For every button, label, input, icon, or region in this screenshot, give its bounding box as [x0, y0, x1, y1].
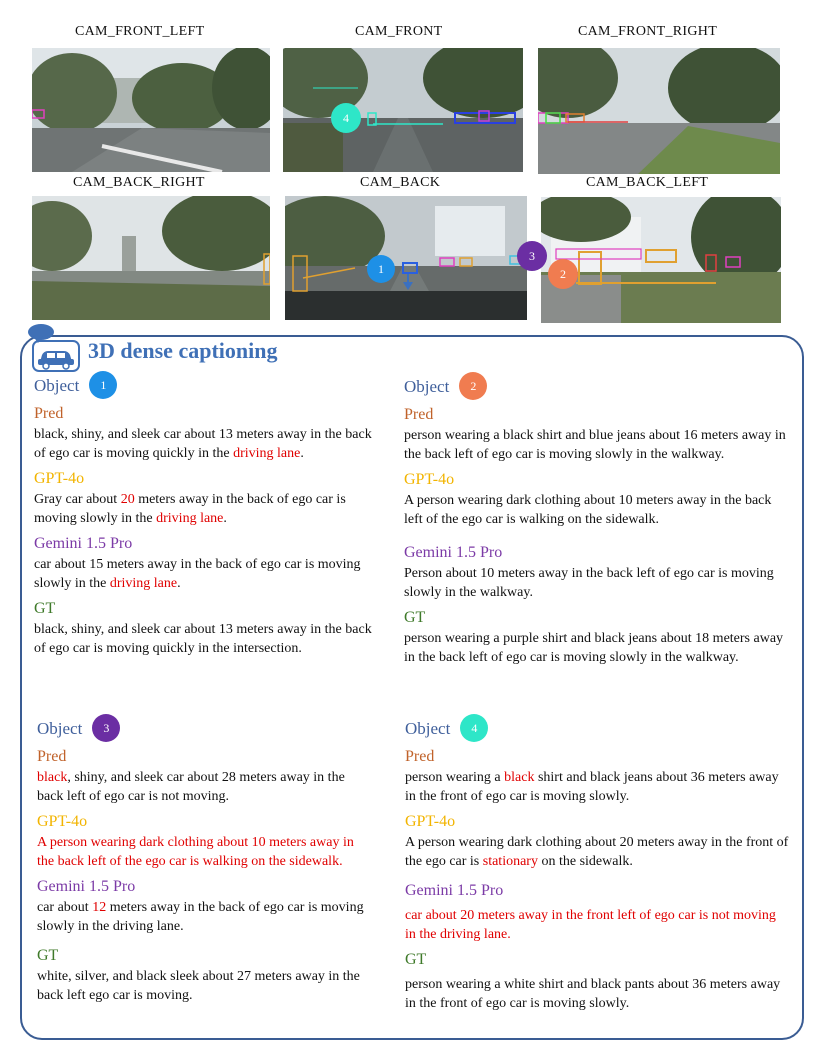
gt-label: GT	[37, 947, 59, 964]
car-icon	[32, 340, 80, 372]
gt-label: GT	[405, 951, 427, 968]
object-1-gemini-text: car about 15 meters away in the back of ego car is moving slowly in the driving lane.	[34, 557, 361, 591]
object-4-block	[405, 715, 790, 1013]
gt-label: GT	[404, 609, 426, 626]
cam-image-front-right	[538, 48, 780, 174]
gemini-label: Gemini 1.5 Pro	[37, 878, 136, 895]
object-4-pred-text: person wearing a black shirt and black jeans about 36 meters away in the front of ego car is moving slowly.	[405, 770, 779, 804]
object-3-pred-text: black, shiny, and sleek car about 28 meters away in the back left of ego car is not moving.	[37, 770, 345, 804]
object-4-heading	[405, 715, 790, 741]
cam-image-back-right	[32, 196, 270, 320]
object-1-block	[34, 372, 374, 658]
object-1-pred-text: black, shiny, and sleek car about 13 meters away in the back of ego car is moving quickly in the driving lane.	[34, 427, 372, 461]
object-2-heading	[404, 373, 790, 399]
gemini-label: Gemini 1.5 Pro	[404, 544, 503, 561]
cam-label-front-left: CAM_FRONT_LEFT	[75, 24, 205, 39]
pred-label: Pred	[37, 748, 67, 765]
object-label: Object	[34, 375, 80, 395]
cam-image-back	[285, 196, 527, 320]
cam-label-back-right: CAM_BACK_RIGHT	[73, 175, 205, 190]
object-2-gemini-text: Person about 10 meters away in the back left of ego car is moving slowly in the walkway.	[404, 566, 774, 600]
object-1-gt-text: black, shiny, and sleek car about 13 meters away in the back of ego car is moving quickly in the intersection.	[34, 622, 372, 656]
pred-label: Pred	[404, 406, 434, 423]
marker-1: 1	[367, 255, 395, 283]
object-3-heading	[37, 715, 372, 741]
object-3-gpt-text: A person wearing dark clothing about 10 meters away in the back left of the ego car is walking on the sidewalk.	[37, 835, 354, 869]
object-2-gpt-text: A person wearing dark clothing about 10 meters away in the back left of the ego car is walking on the sidewalk.	[404, 493, 772, 527]
marker-2: 2	[548, 259, 578, 289]
gpt-label: GPT-4o	[37, 813, 88, 830]
cam-label-front: CAM_FRONT	[355, 24, 443, 39]
gpt-label: GPT-4o	[404, 471, 455, 488]
object-2-pred-text: person wearing a black shirt and blue jeans about 16 meters away in the back left of ego car is moving slowly in the walkway.	[404, 428, 786, 462]
panel-title: 3D dense captioning	[88, 338, 278, 363]
object-1-gpt-text: Gray car about 20 meters away in the back of ego car is moving slowly in the driving lane.	[34, 492, 346, 526]
object-1-badge: 1	[89, 371, 117, 399]
object-label: Object	[405, 718, 451, 738]
pred-label: Pred	[405, 748, 435, 765]
pred-label: Pred	[34, 405, 64, 422]
cam-image-front-left	[32, 48, 270, 172]
object-3-badge: 3	[92, 714, 120, 742]
gpt-label: GPT-4o	[34, 470, 85, 487]
cam-image-back-left	[541, 197, 781, 323]
object-4-gpt-text: A person wearing dark clothing about 20 meters away in the front of the ego car is stationary on the sidewalk.	[405, 835, 789, 869]
cam-label-front-right: CAM_FRONT_RIGHT	[578, 24, 718, 39]
object-4-gt-text: person wearing a white shirt and black pants about 36 meters away in the front of ego car is moving slowly.	[405, 977, 781, 1011]
gemini-label: Gemini 1.5 Pro	[405, 882, 504, 899]
object-label: Object	[404, 376, 450, 396]
marker-4: 4	[331, 103, 361, 133]
gemini-label: Gemini 1.5 Pro	[34, 535, 133, 552]
gpt-label: GPT-4o	[405, 813, 456, 830]
object-label: Object	[37, 718, 83, 738]
cam-image-front	[283, 48, 523, 172]
gt-label: GT	[34, 600, 56, 617]
object-1-heading	[34, 372, 374, 398]
cam-label-back: CAM_BACK	[360, 175, 441, 190]
object-4-gemini-text: car about 20 meters away in the front left of ego car is not moving in the driving lane.	[405, 908, 776, 942]
object-2-gt-text: person wearing a purple shirt and black jeans about 18 meters away in the back left of ego car is moving slowly in the walkway.	[404, 631, 784, 665]
object-3-gt-text: white, silver, and black sleek about 27 meters away in the back left ego car is moving.	[37, 969, 360, 1003]
speech-bubble-icon	[28, 324, 54, 340]
object-3-block	[37, 715, 372, 1005]
object-2-block	[404, 373, 790, 667]
object-2-badge: 2	[459, 372, 487, 400]
object-3-gemini-text: car about 12 meters away in the back of ego car is moving slowly in the driving lane.	[37, 900, 364, 934]
marker-3: 3	[517, 241, 547, 271]
cam-label-back-left: CAM_BACK_LEFT	[586, 175, 709, 190]
object-4-badge: 4	[460, 714, 488, 742]
